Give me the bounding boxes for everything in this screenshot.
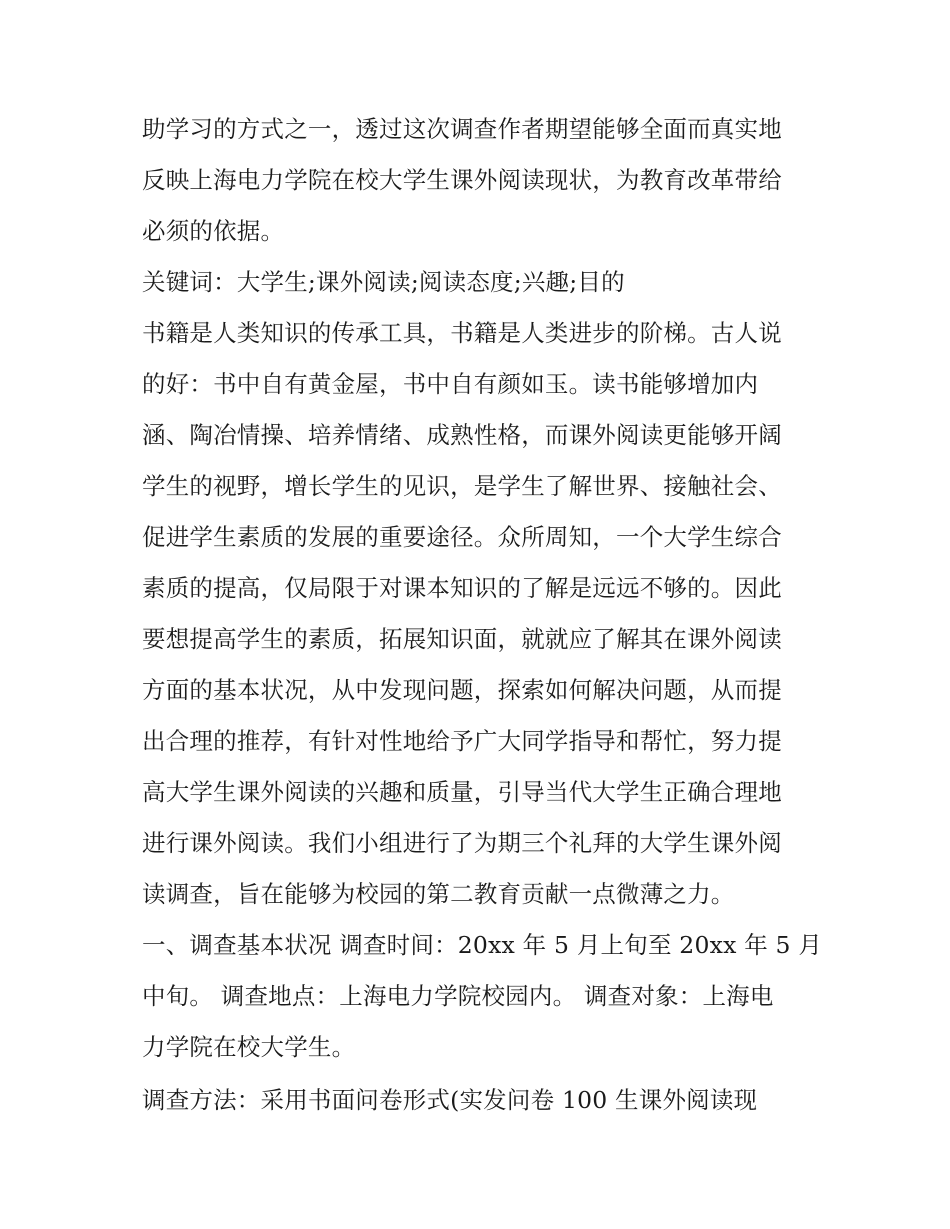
text-line: 书籍是人类知识的传承工具，书籍是人类进步的阶梯。古人说 — [142, 319, 782, 347]
document-body — [142, 104, 822, 1126]
section-heading-line: 一、调查基本状况 调查时间：20xx 年 5 月上旬至 20xx 年 5 月 — [142, 931, 822, 959]
text-line: 素质的提高，仅局限于对课本知识的了解是远远不够的。因此 — [142, 574, 782, 602]
text-line: 调查方法：采用书面问卷形式(实发问卷 100 生课外阅读现 — [142, 1086, 758, 1114]
text-line: 读调查，旨在能够为校园的第二教育贡献一点微薄之力。 — [142, 880, 735, 908]
text-line: 反映上海电力学院在校大学生课外阅读现状，为教育改革带给 — [142, 166, 782, 194]
text-line: 助学习的方式之一，透过这次调查作者期望能够全面而真实地 — [142, 115, 782, 143]
text-line: 学生的视野，增长学生的见识，是学生了解世界、接触社会、 — [142, 472, 782, 500]
keywords-line: 关键词：大学生;课外阅读;阅读态度;兴趣;目的 — [142, 268, 625, 296]
text-line: 必须的依据。 — [142, 217, 285, 245]
text-line: 方面的基本状况，从中发现问题，探索如何解决问题，从而提 — [142, 676, 782, 704]
text-line: 力学院在校大学生。 — [142, 1033, 356, 1061]
text-line: 的好：书中自有黄金屋，书中自有颜如玉。读书能够增加内 — [142, 370, 759, 398]
text-line: 要想提高学生的素质，拓展知识面，就就应了解其在课外阅读 — [142, 625, 782, 653]
text-line: 进行课外阅读。我们小组进行了为期三个礼拜的大学生课外阅 — [142, 829, 782, 857]
text-line: 涵、陶冶情操、培养情绪、成熟性格，而课外阅读更能够开阔 — [142, 421, 782, 449]
text-line: 中旬。 调查地点：上海电力学院校园内。 调查对象：上海电 — [142, 982, 774, 1010]
text-line: 出合理的推荐，有针对性地给予广大同学指导和帮忙，努力提 — [142, 727, 782, 755]
text-line: 高大学生课外阅读的兴趣和质量，引导当代大学生正确合理地 — [142, 778, 782, 806]
text-line: 促进学生素质的发展的重要途径。众所周知，一个大学生综合 — [142, 523, 782, 551]
